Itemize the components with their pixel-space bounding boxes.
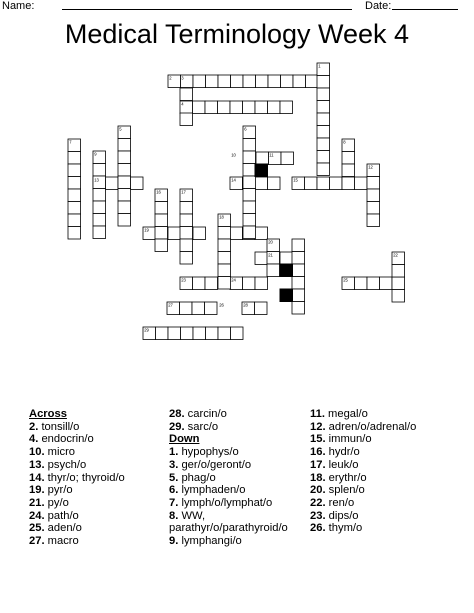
- grid-cell[interactable]: [155, 202, 168, 215]
- grid-cell[interactable]: [68, 202, 81, 215]
- grid-cell[interactable]: [231, 327, 244, 340]
- grid-cell[interactable]: [317, 88, 330, 101]
- grid-cell[interactable]: [206, 327, 219, 340]
- grid-cell[interactable]: [292, 252, 305, 265]
- grid-cell[interactable]: [180, 252, 193, 265]
- grid-cell[interactable]: [231, 75, 244, 88]
- cell-number: 18: [219, 214, 224, 220]
- grid-cell[interactable]: [267, 264, 280, 277]
- grid-cell[interactable]: [68, 164, 81, 177]
- cell-number: 2: [169, 75, 172, 81]
- grid-cell[interactable]: [317, 177, 330, 190]
- clue-down: 3. ger/o/geront/o: [169, 458, 252, 471]
- grid-cell[interactable]: [218, 101, 231, 114]
- grid-cell[interactable]: [205, 101, 218, 114]
- cell-number: 11: [269, 152, 274, 158]
- clue-down: 22. ren/o: [310, 496, 355, 509]
- grid-cell[interactable]: [193, 277, 206, 290]
- clue-across: 19. pyr/o: [29, 484, 73, 497]
- grid-cell[interactable]: [243, 277, 256, 290]
- grid-cell[interactable]: [193, 75, 206, 88]
- grid-cell[interactable]: [317, 138, 330, 151]
- grid-cell[interactable]: [292, 302, 305, 315]
- cell-number: 7: [69, 139, 72, 145]
- cell-number: 9: [94, 151, 97, 157]
- grid-cell[interactable]: [93, 201, 106, 214]
- grid-cell[interactable]: [180, 214, 193, 227]
- grid-cell[interactable]: [268, 101, 281, 114]
- grid-cell[interactable]: [342, 152, 355, 165]
- down-heading: Down: [169, 433, 200, 446]
- grid-cell[interactable]: [131, 177, 144, 190]
- cell-number: 23: [181, 277, 186, 283]
- cell-number: 10: [231, 152, 236, 158]
- cell-number: 5: [119, 126, 122, 132]
- grid-cell[interactable]: [68, 189, 81, 202]
- grid-cell[interactable]: [317, 163, 330, 176]
- clue-across: 28. carcin/o: [169, 408, 227, 420]
- cell-number: 4: [181, 101, 184, 107]
- grid-cell[interactable]: [292, 289, 305, 302]
- clue-down: 1. hypophys/o: [169, 446, 239, 459]
- grid-cell[interactable]: [93, 189, 106, 202]
- grid-cell[interactable]: [218, 75, 231, 88]
- black-cell: [280, 289, 293, 302]
- grid-cell[interactable]: [118, 189, 131, 202]
- grid-cell[interactable]: [193, 101, 206, 114]
- clue-across: 2. tonsill/o: [29, 420, 80, 433]
- grid-cell[interactable]: [355, 177, 368, 190]
- grid-cell[interactable]: [168, 227, 181, 240]
- grid-cell[interactable]: [193, 227, 206, 240]
- cell-number: 13: [94, 177, 99, 183]
- black-cell: [280, 264, 293, 277]
- clue-column-2: [169, 408, 288, 548]
- grid-cell[interactable]: [168, 327, 181, 340]
- grid-cell[interactable]: [68, 227, 81, 240]
- clue-down: 16. hydr/o: [310, 446, 360, 459]
- grid-cell[interactable]: [317, 126, 330, 139]
- grid-cell[interactable]: [118, 164, 131, 177]
- grid-cell[interactable]: [392, 265, 405, 278]
- grid-cell[interactable]: [218, 277, 231, 290]
- grid-cell[interactable]: [367, 277, 380, 290]
- grid-cell[interactable]: [330, 177, 343, 190]
- clue-across: 21. py/o: [29, 496, 69, 509]
- grid-cell[interactable]: [280, 252, 293, 265]
- clue-down: parathyr/o/parathyroid/o: [169, 522, 288, 535]
- clue-column-1: [29, 408, 125, 548]
- cell-number: 12: [368, 164, 373, 170]
- grid-cell[interactable]: [180, 227, 193, 240]
- grid-cell[interactable]: [292, 239, 305, 252]
- grid-cell[interactable]: [205, 302, 218, 315]
- grid-cell[interactable]: [218, 264, 231, 277]
- cell-number: 25: [343, 277, 348, 283]
- grid-cell[interactable]: [155, 227, 168, 240]
- grid-cell[interactable]: [180, 88, 193, 101]
- grid-cell[interactable]: [68, 214, 81, 227]
- grid-cell[interactable]: [367, 202, 380, 215]
- grid-cell[interactable]: [180, 302, 193, 315]
- grid-cell[interactable]: [243, 151, 256, 164]
- grid-cell[interactable]: [155, 239, 168, 252]
- grid-cell[interactable]: [255, 302, 268, 315]
- grid-cell[interactable]: [317, 76, 330, 89]
- grid-cell[interactable]: [218, 239, 231, 252]
- grid-cell[interactable]: [106, 177, 119, 190]
- grid-cell[interactable]: [380, 277, 393, 290]
- cell-number: 24: [231, 277, 236, 283]
- cell-number: 22: [393, 252, 398, 258]
- grid-cell[interactable]: [193, 327, 206, 340]
- clue-across: 29. sarc/o: [169, 420, 219, 433]
- clue-across: 27. macro: [29, 535, 79, 548]
- grid-cell[interactable]: [243, 189, 256, 202]
- grid-cell[interactable]: [306, 75, 319, 88]
- grid-cell[interactable]: [243, 139, 256, 152]
- grid-cell[interactable]: [255, 252, 268, 265]
- clue-across: 4. endocrin/o: [29, 433, 94, 446]
- grid-cell[interactable]: [181, 327, 194, 340]
- grid-cell[interactable]: [367, 214, 380, 227]
- cell-number: 15: [293, 177, 298, 183]
- clue-across: 10. micro: [29, 446, 76, 459]
- grid-cell[interactable]: [255, 227, 268, 240]
- cell-number: 1: [318, 63, 321, 69]
- clue-down: 23. dips/o: [310, 509, 359, 522]
- grid-cell[interactable]: [243, 214, 256, 227]
- grid-cell[interactable]: [206, 75, 219, 88]
- clue-down: 18. erythr/o: [310, 471, 367, 484]
- clue-down: 9. lymphangi/o: [169, 535, 242, 548]
- grid-cell[interactable]: [392, 290, 405, 303]
- cell-number: 16: [156, 189, 161, 195]
- clue-down: 7. lymph/o/lymphat/o: [169, 496, 273, 509]
- grid-cell[interactable]: [342, 177, 355, 190]
- grid-cell[interactable]: [268, 75, 281, 88]
- grid-cell[interactable]: [192, 302, 205, 315]
- grid-cell[interactable]: [317, 151, 330, 164]
- grid-cell[interactable]: [367, 177, 380, 190]
- grid-cell[interactable]: [317, 101, 330, 114]
- cell-number: 20: [268, 239, 273, 245]
- grid-cell[interactable]: [255, 177, 268, 190]
- cell-number: 17: [181, 189, 186, 195]
- grid-cell[interactable]: [68, 152, 81, 165]
- clue-across: 13. psych/o: [29, 458, 87, 471]
- cell-number: 26: [219, 302, 224, 308]
- grid-cell[interactable]: [305, 177, 318, 190]
- grid-cell[interactable]: [156, 327, 169, 340]
- cell-number: 19: [144, 227, 149, 233]
- name-label: Name:: [2, 0, 35, 12]
- across-heading: Across: [29, 408, 67, 420]
- page-title: Medical Terminology Week 4: [64, 19, 410, 49]
- clue-down: 5. phag/o: [169, 471, 216, 484]
- clue-across: 25. aden/o: [29, 522, 82, 535]
- grid-cell[interactable]: [256, 75, 269, 88]
- cell-number: 28: [243, 302, 248, 308]
- grid-cell[interactable]: [243, 201, 256, 214]
- grid-cell[interactable]: [180, 113, 193, 126]
- grid-cell[interactable]: [292, 264, 305, 277]
- grid-cell[interactable]: [93, 214, 106, 227]
- grid-cell[interactable]: [243, 164, 256, 177]
- grid-cell[interactable]: [118, 151, 131, 164]
- black-cell: [255, 164, 268, 177]
- cell-number: 8: [343, 139, 346, 145]
- grid-cell[interactable]: [118, 139, 131, 152]
- clue-down: 12. adren/o/adrenal/o: [310, 420, 417, 433]
- grid-cell[interactable]: [218, 227, 231, 240]
- grid-cell[interactable]: [392, 277, 405, 290]
- cell-number: 29: [144, 327, 149, 333]
- grid-cell[interactable]: [243, 75, 256, 88]
- clue-column-3: [310, 408, 416, 535]
- grid-cell[interactable]: [280, 101, 293, 114]
- clue-across: 14. thyr/o; thyroid/o: [29, 471, 125, 484]
- cell-number: 3: [181, 75, 184, 81]
- grid-cell[interactable]: [243, 101, 256, 114]
- grid-cell[interactable]: [317, 113, 330, 126]
- grid-cell[interactable]: [218, 327, 231, 340]
- clue-down: 17. leuk/o: [310, 458, 359, 471]
- grid-cell[interactable]: [230, 101, 243, 114]
- grid-cell[interactable]: [256, 152, 269, 165]
- grid-cell[interactable]: [243, 176, 256, 189]
- clue-down: 26. thym/o: [310, 522, 363, 535]
- grid-cell[interactable]: [342, 164, 355, 177]
- grid-cell[interactable]: [281, 152, 294, 165]
- grid-cell[interactable]: [255, 101, 268, 114]
- grid-cell[interactable]: [281, 75, 294, 88]
- clue-down: 11. megal/o: [310, 408, 368, 420]
- clue-down: 20. splen/o: [310, 484, 365, 497]
- clue-down: 15. immun/o: [310, 433, 372, 446]
- grid-cell[interactable]: [243, 226, 256, 239]
- grid-cell[interactable]: [155, 214, 168, 227]
- grid-cell[interactable]: [255, 277, 268, 290]
- clue-across: 24. path/o: [29, 509, 79, 522]
- cell-number: 14: [231, 177, 236, 183]
- grid-cell[interactable]: [93, 226, 106, 239]
- grid-cell[interactable]: [218, 252, 231, 265]
- cell-number: 6: [244, 126, 247, 132]
- grid-cell[interactable]: [93, 164, 106, 177]
- grid-cell[interactable]: [268, 177, 281, 190]
- grid-cell[interactable]: [355, 277, 368, 290]
- grid-cell[interactable]: [293, 75, 306, 88]
- grid-cell[interactable]: [180, 202, 193, 215]
- clue-down: 8. WW,: [169, 509, 206, 522]
- date-label: Date:: [365, 0, 392, 12]
- grid-cell[interactable]: [118, 176, 131, 189]
- cell-number: 27: [168, 302, 173, 308]
- grid-cell[interactable]: [118, 201, 131, 214]
- grid-cell[interactable]: [230, 227, 243, 240]
- cell-number: 21: [268, 252, 273, 258]
- clue-down: 6. lymphaden/o: [169, 484, 246, 497]
- grid-cell[interactable]: [292, 277, 305, 290]
- grid-cell[interactable]: [205, 277, 218, 290]
- grid-cell[interactable]: [68, 177, 81, 190]
- grid-cell[interactable]: [118, 214, 131, 227]
- grid-cell[interactable]: [180, 239, 193, 252]
- grid-cell[interactable]: [367, 189, 380, 202]
